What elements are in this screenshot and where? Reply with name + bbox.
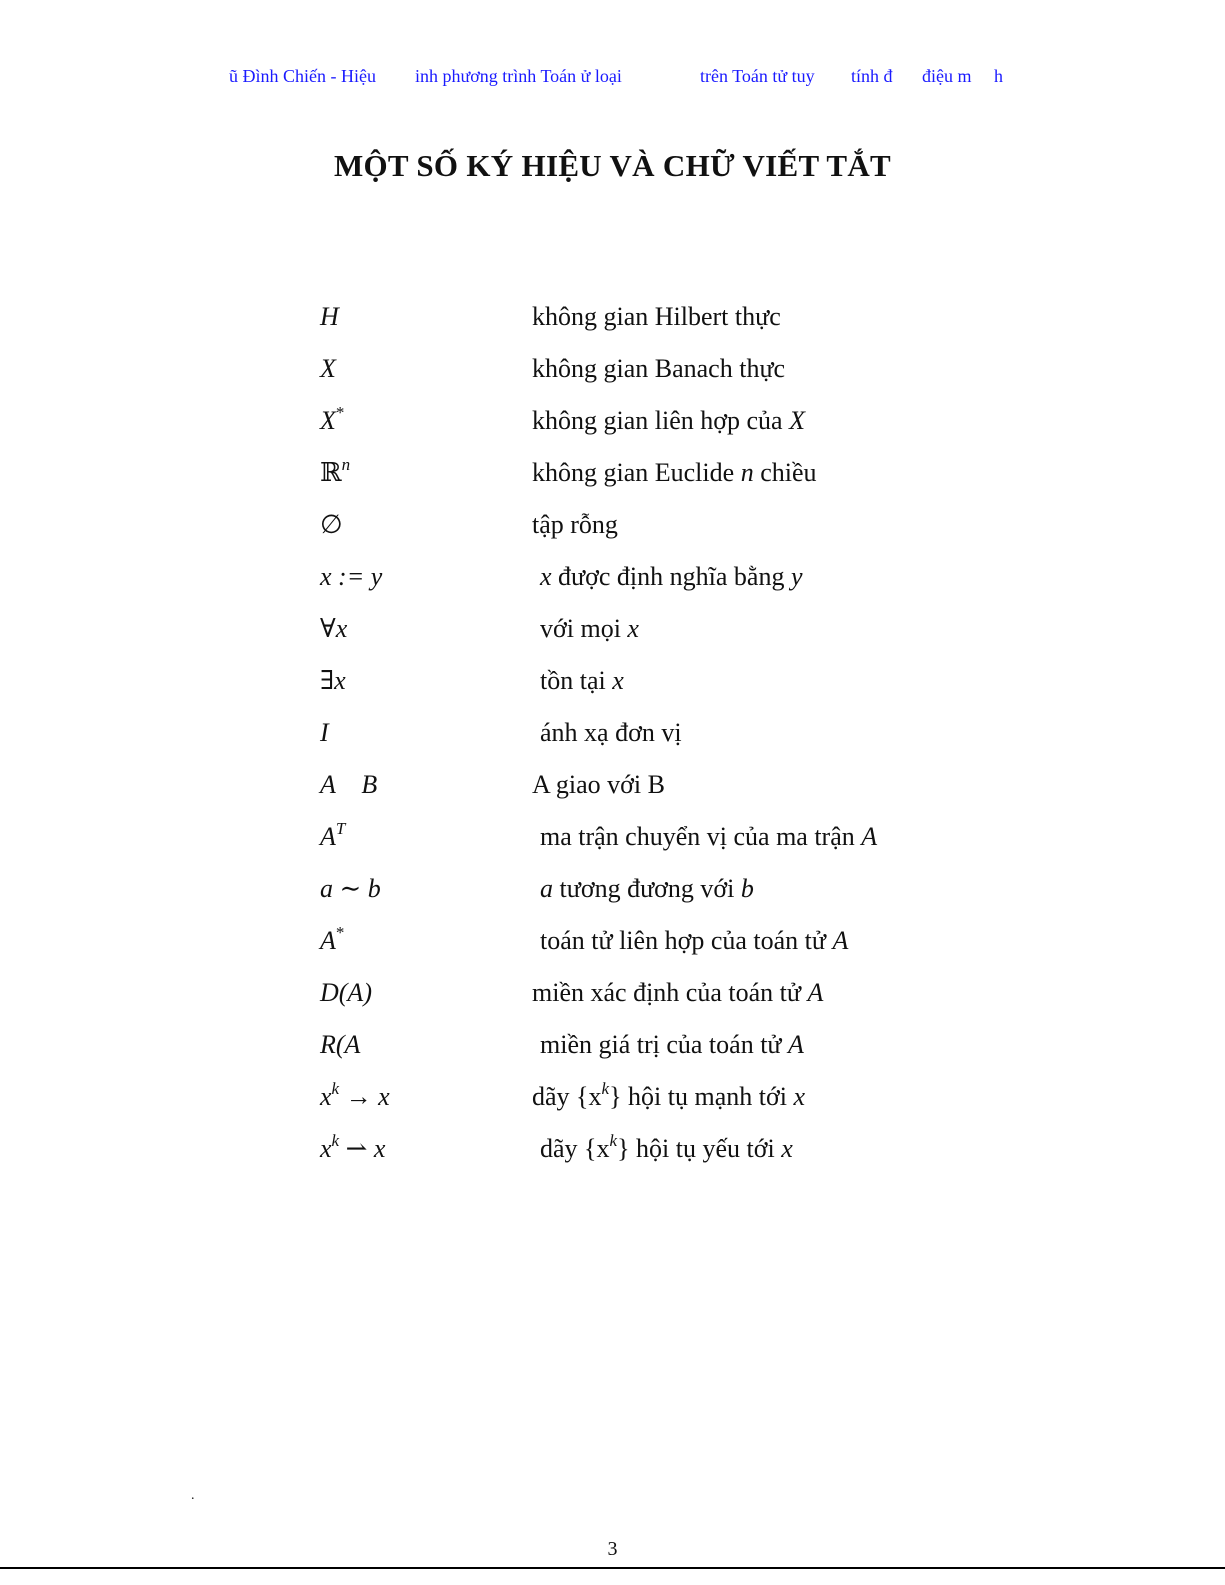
- symbol-row: [0, 403, 1225, 446]
- symbol: ℝ$^n$: [320, 455, 351, 488]
- symbol-description: a tương đương với b: [540, 874, 754, 903]
- symbol-description: không gian liên hợp của X: [532, 406, 805, 435]
- symbol-description: miền giá trị của toán tử A: [540, 1030, 804, 1059]
- page-title: MỘT SỐ KÝ HIỆU VÀ CHỮ VIẾT TẮT: [333, 148, 892, 183]
- symbol-description: A giao với B: [532, 770, 665, 799]
- symbol: $x^k \to x$: [320, 1079, 390, 1111]
- running-header: [0, 66, 1225, 92]
- symbol-description: dãy $\{x^k\}$ hội tụ yếu tới x: [540, 1131, 793, 1163]
- header-part: ũ Đình Chiến - Hiệu: [229, 66, 376, 86]
- symbol-row: [0, 614, 1225, 654]
- symbol: X: [320, 354, 336, 383]
- header-part: inh phương trình Toán ử loại: [415, 66, 622, 86]
- symbol-description: tập rỗng: [532, 510, 618, 539]
- symbol-row: [0, 770, 1225, 810]
- symbol: R(A: [320, 1030, 361, 1059]
- symbol: H: [320, 302, 339, 331]
- symbol-row: [0, 1131, 1225, 1174]
- symbol: X*: [320, 403, 345, 435]
- symbol-row: [0, 1079, 1225, 1122]
- symbol: a ∼ b: [320, 874, 381, 903]
- symbol-description: x được định nghĩa bằng y: [540, 562, 803, 591]
- symbol-row: [0, 354, 1225, 394]
- symbol-description: tồn tại x: [540, 666, 624, 695]
- symbol-description: không gian Hilbert thực: [532, 302, 781, 331]
- symbol-description: không gian Banach thực: [532, 354, 786, 383]
- page-number: 3: [607, 1538, 618, 1560]
- symbol-row: [0, 455, 1225, 498]
- symbol: A*: [320, 923, 345, 955]
- header-part: tính đ: [851, 66, 893, 86]
- symbol-description: miền xác định của toán tử A: [532, 978, 824, 1007]
- symbol: ∅: [320, 510, 343, 539]
- symbol-description: ma trận chuyển vị của ma trận A: [540, 822, 878, 851]
- symbol-row: [0, 718, 1225, 758]
- bottom-rule: [0, 1567, 1225, 1569]
- symbol: ∀x: [320, 614, 348, 643]
- symbol: A B: [320, 770, 378, 799]
- symbol-description: với mọi x: [540, 614, 639, 643]
- header-part: h: [994, 66, 1003, 86]
- symbol-row: [0, 666, 1225, 706]
- symbol-row: [0, 1030, 1225, 1070]
- symbol: ∃x: [320, 666, 346, 695]
- symbol-description: ánh xạ đơn vị: [540, 718, 682, 747]
- symbol-row: [0, 819, 1225, 862]
- symbol: I: [320, 718, 329, 747]
- symbol-row: [0, 923, 1225, 966]
- footnote-mark: .: [191, 1488, 195, 1503]
- header-part: điệu m: [922, 66, 972, 86]
- symbol-description: không gian Euclide n chiều: [532, 458, 817, 487]
- symbol-row: [0, 562, 1225, 602]
- symbol: $x^k$ ⇀ x: [320, 1131, 386, 1163]
- symbol-row: [0, 302, 1225, 342]
- symbol-description: dãy $\{x^k\}$ hội tụ mạnh tới x: [532, 1079, 806, 1111]
- symbol-description: toán tử liên hợp của toán tử A: [540, 926, 849, 955]
- symbol-row: [0, 978, 1225, 1018]
- symbol: $A^T$: [320, 819, 346, 851]
- symbol: D(A): [320, 978, 372, 1007]
- symbol-row: [0, 510, 1225, 550]
- symbol: x := y: [320, 562, 383, 591]
- header-part: trên Toán tử tuy: [700, 66, 815, 86]
- symbol-row: [0, 874, 1225, 914]
